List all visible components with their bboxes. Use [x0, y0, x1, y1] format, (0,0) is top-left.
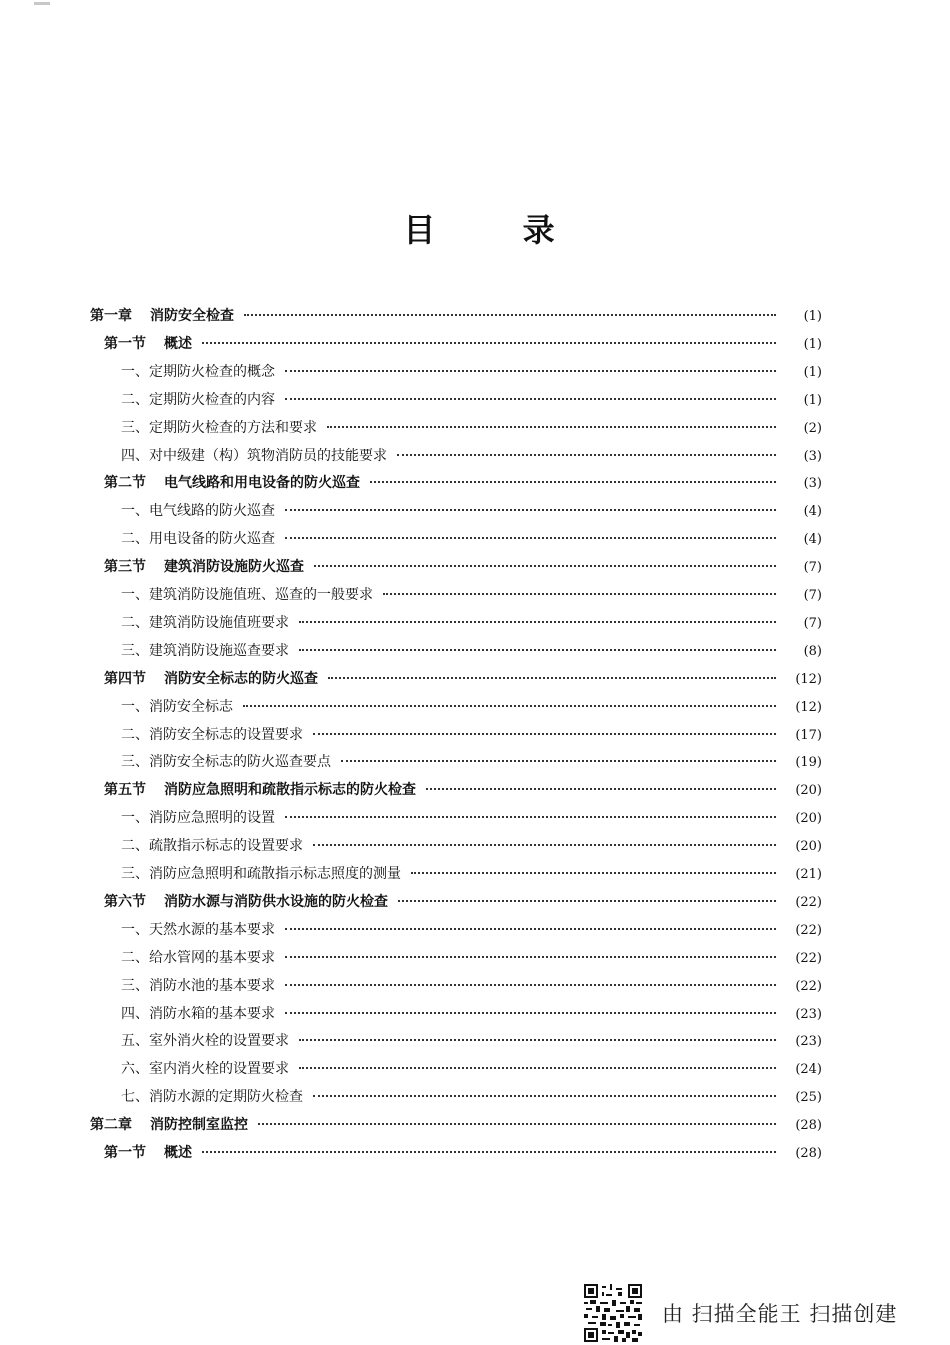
toc-entry-label: [121, 1055, 289, 1083]
toc-entry-text: 消防安全检查: [150, 308, 234, 324]
toc-entry-section: [104, 776, 822, 804]
toc-entry-label: [104, 469, 360, 497]
toc-entry-text: 消防水源与消防供水设施的防火检查: [164, 894, 388, 910]
toc-entry-item: [121, 944, 822, 972]
scanner-footer: [584, 1283, 897, 1343]
toc-page-number: (8): [803, 644, 822, 659]
toc-page-number: (17): [795, 728, 822, 743]
toc-entry-text: 二、定期防火检查的内容: [121, 392, 275, 408]
toc-entry-text: 六、室内消火栓的设置要求: [121, 1061, 289, 1077]
toc-entry-item: [121, 442, 822, 470]
toc-dot-leader: [313, 844, 776, 846]
toc-entry-label: [121, 637, 289, 665]
toc-dot-leader: [397, 454, 776, 456]
toc-entry-label: [104, 665, 318, 693]
toc-entry-item: [121, 693, 822, 721]
toc-entry-item: [121, 832, 822, 860]
toc-entry-label: [121, 1083, 303, 1111]
toc-entry-item: [121, 1055, 822, 1083]
toc-entry-chapter: [90, 1111, 822, 1139]
toc-entry-section: [104, 1139, 822, 1167]
toc-entry-text: 三、消防水池的基本要求: [121, 978, 275, 994]
toc-entry-label: [121, 944, 275, 972]
toc-page-number: (20): [795, 811, 822, 826]
toc-entry-label: [104, 553, 304, 581]
toc-entry-section: [104, 330, 822, 358]
qr-code-icon: [584, 1284, 642, 1342]
toc-entry-text: 消防控制室监控: [150, 1117, 248, 1133]
toc-dot-leader: [202, 342, 776, 344]
toc-entry-text: 四、消防水箱的基本要求: [121, 1006, 275, 1022]
toc-entry-text: 概述: [164, 1145, 192, 1161]
toc-page-number: (22): [795, 979, 822, 994]
toc-entry-label: [121, 832, 303, 860]
toc-entry-item: [121, 609, 822, 637]
toc-dot-leader: [285, 370, 776, 372]
toc-entry-item: [121, 1083, 822, 1111]
toc-dot-leader: [202, 1151, 776, 1153]
toc-entry-text: 五、室外消火栓的设置要求: [121, 1033, 289, 1049]
toc-page-number: (1): [803, 365, 822, 380]
toc-entry-text: 一、天然水源的基本要求: [121, 922, 275, 938]
toc-entry-text: 二、疏散指示标志的设置要求: [121, 838, 303, 854]
toc-entry-label: [121, 972, 275, 1000]
toc-entry-item: [121, 637, 822, 665]
toc-dot-leader: [314, 565, 776, 567]
toc-entry-number: 第二章: [90, 1117, 132, 1133]
page-title: 目 录: [403, 211, 593, 249]
toc-page-number: (23): [795, 1034, 822, 1049]
toc-dot-leader: [285, 984, 776, 986]
toc-entry-item: [121, 804, 822, 832]
toc-entry-number: 第一节: [104, 1145, 146, 1161]
toc-entry-text: 三、消防安全标志的防火巡查要点: [121, 754, 331, 770]
toc-page-number: (1): [803, 393, 822, 408]
toc-page-number: (19): [795, 755, 822, 770]
toc-dot-leader: [313, 733, 776, 735]
toc-entry-number: 第三节: [104, 559, 146, 575]
toc-entry-label: [121, 609, 289, 637]
toc-entry-number: 第一章: [90, 308, 132, 324]
toc-dot-leader: [426, 788, 776, 790]
toc-entry-label: [90, 1111, 248, 1139]
toc-dot-leader: [285, 537, 776, 539]
toc-page-number: (3): [803, 449, 822, 464]
toc-dot-leader: [383, 593, 776, 595]
toc-entry-text: 一、建筑消防设施值班、巡查的一般要求: [121, 587, 373, 603]
toc-entry-label: [121, 860, 401, 888]
toc-entry-label: [121, 358, 275, 386]
toc-entry-item: [121, 860, 822, 888]
toc-dot-leader: [285, 928, 776, 930]
toc-dot-leader: [285, 509, 776, 511]
toc-entry-section: [104, 888, 822, 916]
toc-page-number: (23): [795, 1007, 822, 1022]
toc-entry-label: [90, 302, 234, 330]
toc-page-number: (1): [803, 337, 822, 352]
toc-entry-section: [104, 469, 822, 497]
toc-page-number: (21): [795, 867, 822, 882]
toc-page-number: (7): [803, 616, 822, 631]
toc-entry-section: [104, 553, 822, 581]
toc-page-number: (7): [803, 588, 822, 603]
toc-entry-text: 消防安全标志的防火巡查: [164, 671, 318, 687]
toc-entry-text: 三、消防应急照明和疏散指示标志照度的测量: [121, 866, 401, 882]
toc-dot-leader: [299, 1039, 776, 1041]
toc-entry-text: 建筑消防设施防火巡查: [164, 559, 304, 575]
toc-page-number: (3): [803, 476, 822, 491]
toc-entry-item: [121, 1000, 822, 1028]
toc-entry-text: 二、给水管网的基本要求: [121, 950, 275, 966]
toc-entry-item: [121, 748, 822, 776]
scanner-credit-text: 由 扫描全能王 扫描创建: [662, 1302, 898, 1326]
toc-entry-label: [104, 888, 388, 916]
toc-entry-text: 三、定期防火检查的方法和要求: [121, 420, 317, 436]
toc-entry-label: [121, 525, 275, 553]
toc-page-number: (12): [795, 672, 822, 687]
toc-page-number: (22): [795, 951, 822, 966]
scan-corner-mark: [34, 2, 50, 5]
toc-entry-label: [121, 497, 275, 525]
toc-entry-label: [121, 1027, 289, 1055]
toc-entry-label: [121, 414, 317, 442]
toc-entry-text: 一、定期防火检查的概念: [121, 364, 275, 380]
toc-entry-text: 消防应急照明和疏散指示标志的防火检查: [164, 782, 416, 798]
toc-dot-leader: [313, 1095, 776, 1097]
toc-page-number: (2): [803, 421, 822, 436]
toc-entry-label: [104, 776, 416, 804]
toc-entry-label: [121, 442, 387, 470]
toc-page-number: (28): [795, 1146, 822, 1161]
toc-entry-item: [121, 386, 822, 414]
toc-entry-item: [121, 916, 822, 944]
toc-dot-leader: [258, 1123, 776, 1125]
toc-entry-item: [121, 525, 822, 553]
toc-dot-leader: [370, 481, 776, 483]
toc-page-number: (24): [795, 1062, 822, 1077]
toc-dot-leader: [285, 956, 776, 958]
toc-entry-text: 概述: [164, 336, 192, 352]
toc-entry-item: [121, 497, 822, 525]
toc-entry-chapter: [90, 302, 822, 330]
toc-dot-leader: [243, 705, 776, 707]
toc-page-number: (1): [803, 309, 822, 324]
toc-dot-leader: [299, 621, 776, 623]
toc-entry-item: [121, 358, 822, 386]
toc-entry-section: [104, 665, 822, 693]
toc-entry-label: [121, 804, 275, 832]
toc-dot-leader: [327, 426, 776, 428]
toc-entry-item: [121, 972, 822, 1000]
toc-dot-leader: [341, 760, 776, 762]
toc-entry-text: 三、建筑消防设施巡查要求: [121, 643, 289, 659]
toc-page-number: (25): [795, 1090, 822, 1105]
toc-page-number: (4): [803, 532, 822, 547]
toc-entry-label: [104, 330, 192, 358]
toc-entry-label: [121, 916, 275, 944]
toc-entry-label: [121, 721, 303, 749]
toc-entry-number: 第二节: [104, 475, 146, 491]
toc-entry-number: 第四节: [104, 671, 146, 687]
toc-dot-leader: [299, 1067, 776, 1069]
toc-entry-text: 一、消防应急照明的设置: [121, 810, 275, 826]
toc-dot-leader: [411, 872, 776, 874]
toc-page-number: (28): [795, 1118, 822, 1133]
toc-entry-text: 二、建筑消防设施值班要求: [121, 615, 289, 631]
toc-page-number: (20): [795, 783, 822, 798]
toc-entry-label: [121, 1000, 275, 1028]
toc-entry-text: 一、消防安全标志: [121, 699, 233, 715]
toc-entry-text: 二、用电设备的防火巡查: [121, 531, 275, 547]
toc-entry-item: [121, 721, 822, 749]
toc-entry-text: 电气线路和用电设备的防火巡查: [164, 475, 360, 491]
toc-dot-leader: [244, 314, 776, 316]
toc-entry-label: [121, 748, 331, 776]
toc-entry-item: [121, 1027, 822, 1055]
toc-entry-number: 第一节: [104, 336, 146, 352]
toc-entry-item: [121, 414, 822, 442]
toc-entry-text: 二、消防安全标志的设置要求: [121, 727, 303, 743]
toc-page-number: (7): [803, 560, 822, 575]
toc-dot-leader: [285, 816, 776, 818]
toc-entry-label: [121, 386, 275, 414]
toc-dot-leader: [328, 677, 776, 679]
toc-dot-leader: [285, 398, 776, 400]
toc-page-number: (4): [803, 504, 822, 519]
toc-page-number: (22): [795, 895, 822, 910]
toc-entry-text: 七、消防水源的定期防火检查: [121, 1089, 303, 1105]
toc-dot-leader: [299, 649, 776, 651]
toc-entry-item: [121, 581, 822, 609]
toc-entry-text: 一、电气线路的防火巡查: [121, 503, 275, 519]
toc-entry-text: 四、对中级建（构）筑物消防员的技能要求: [121, 448, 387, 464]
toc-entry-label: [104, 1139, 192, 1167]
toc-entry-number: 第六节: [104, 894, 146, 910]
toc-page-number: (20): [795, 839, 822, 854]
toc-dot-leader: [398, 900, 776, 902]
toc-page-number: (22): [795, 923, 822, 938]
toc-entry-label: [121, 581, 373, 609]
toc-page-number: (12): [795, 700, 822, 715]
toc-entry-label: [121, 693, 233, 721]
toc-entry-number: 第五节: [104, 782, 146, 798]
toc-dot-leader: [285, 1012, 776, 1014]
